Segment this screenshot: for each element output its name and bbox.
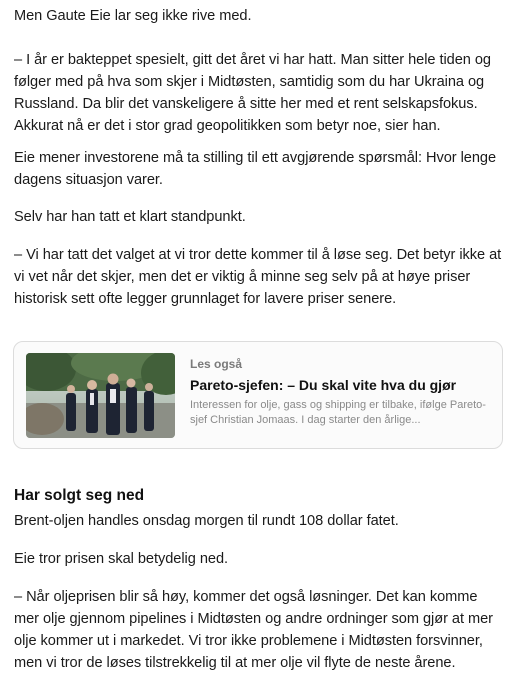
related-article-card[interactable] — [13, 341, 503, 449]
paragraph: – I år er bakteppet spesielt, gitt det året vi har hatt. Man sitter hele tiden og følger med på hva som skjer i Midtøsten, samtidig som du har Ukraina og Russland. Da blir det vanskeligere å sitte her med et rent selskapsfokus. Akkurat nå er det i stor grad geopolitikken som betyr noe, sier han. — [14, 52, 492, 134]
related-kicker: Les også — [190, 357, 243, 371]
paragraph: – Vi har tatt det valget at vi tror dette kommer til å løse seg. Det betyr ikke at vi vet når det skjer, men det er viktig å minne seg selv på at høye priser historisk sett ofte legger grunnlaget for lavere priser senere. — [14, 247, 502, 307]
paragraph: Selv har han tatt et klart standpunkt. — [14, 209, 246, 225]
related-article-text[interactable] — [190, 356, 486, 428]
related-title-link[interactable]: Pareto-sjefen: – Du skal vite hva du gjør — [190, 377, 457, 393]
related-description: Interessen for olje, gass og shipping er tilbake, ifølge Pareto-sjef Christian Jomaas. I dag starter den årlige... — [190, 399, 486, 426]
paragraph: Eie tror prisen skal betydelig ned. — [14, 551, 229, 567]
paragraph: Men Gaute Eie lar seg ikke rive med. — [14, 8, 252, 24]
paragraph: Eie mener investorene må ta stilling til ett avgjørende spørsmål: Hvor lenge dagens situasjon varer. — [14, 150, 497, 188]
paragraph: Brent-oljen handles onsdag morgen til rundt 108 dollar fatet. — [14, 513, 399, 529]
paragraph: – Når oljeprisen blir så høy, kommer det også løsninger. Det kan komme mer olje gjennom pipelines i Midtøsten og andre ordninger som gjør at mer olje kommer ut i markedet. Vi tror ikke problemene i Midtøsten forsvinner, men vi tror de løses tilstrekkelig til at mer olje vil flyte de neste årene. — [14, 589, 493, 671]
section-heading: Har solgt seg ned — [14, 487, 145, 504]
related-article-image[interactable] — [26, 353, 175, 438]
